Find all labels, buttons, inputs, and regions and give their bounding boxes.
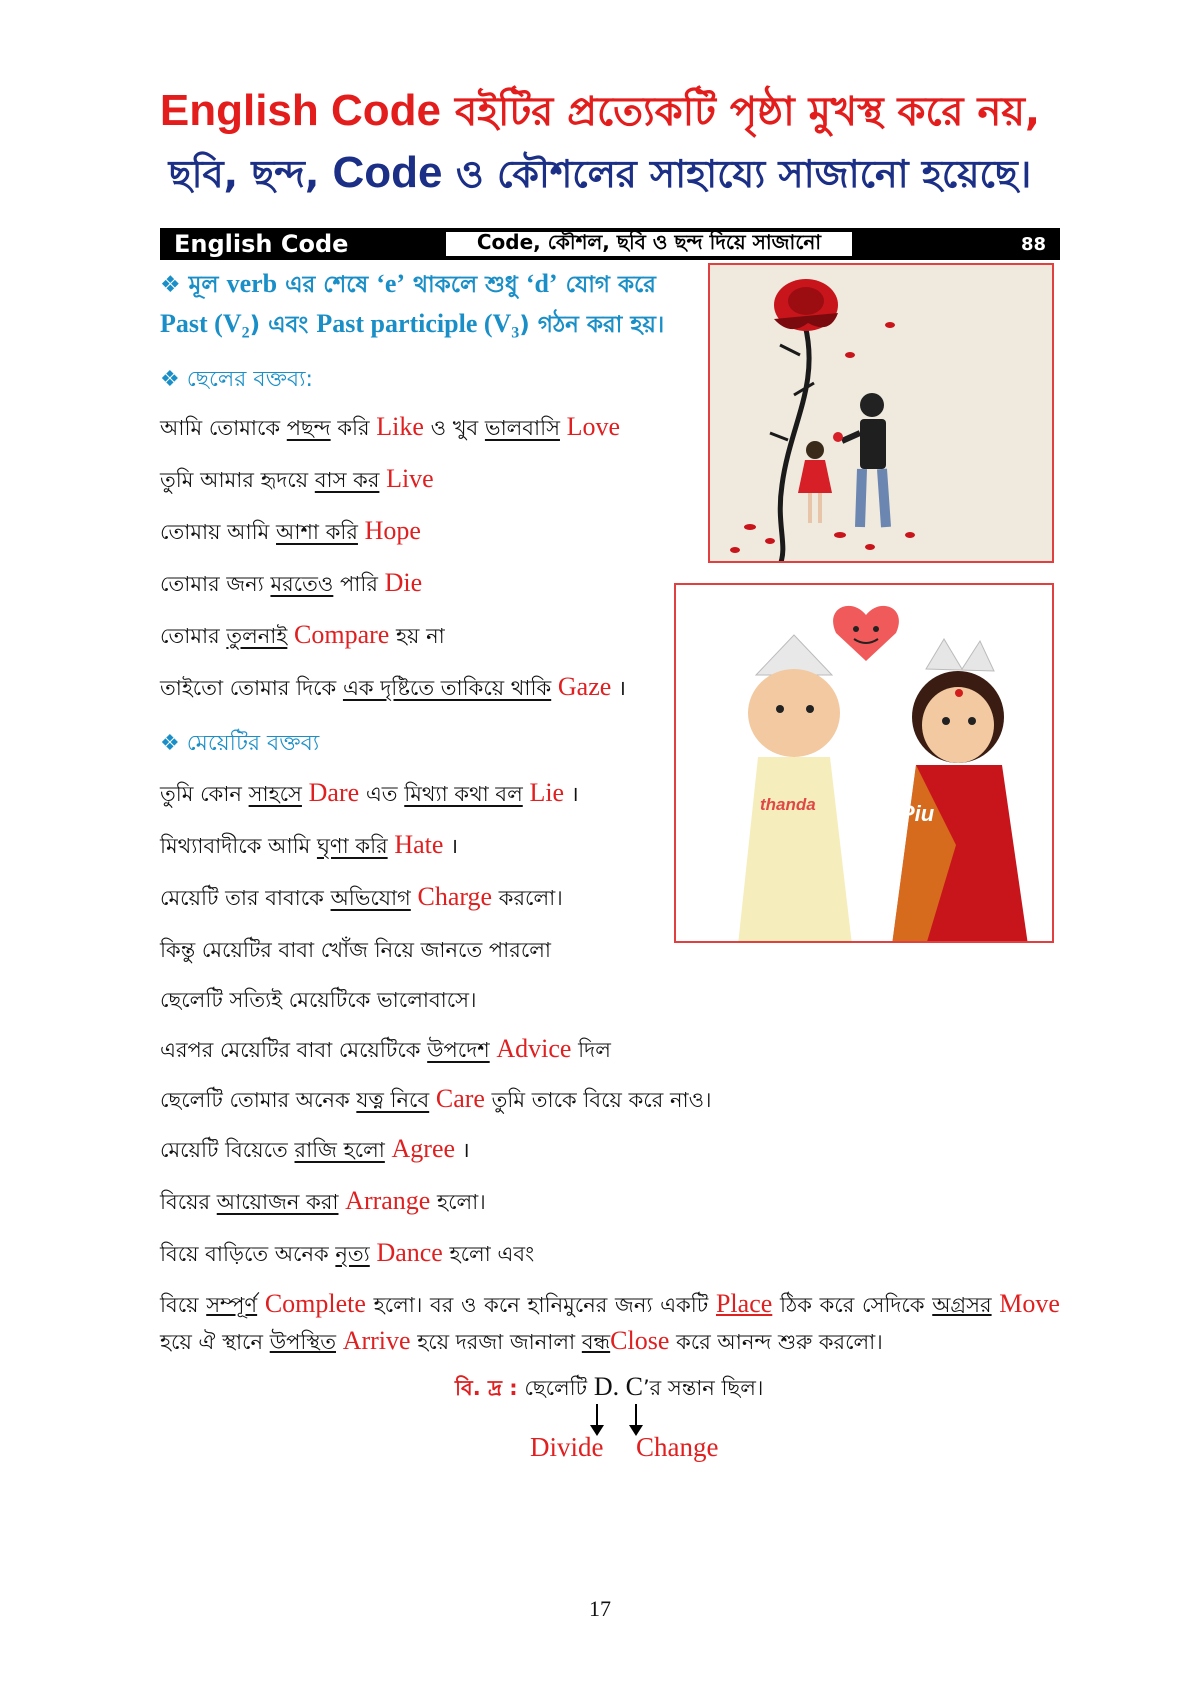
boy-lines-2-kw: Hope bbox=[364, 516, 421, 545]
girl-lines-9-u: নৃত্য bbox=[335, 1242, 370, 1266]
girl-lines-9-b: হলো এবং bbox=[449, 1242, 535, 1266]
girl-section-heading bbox=[160, 726, 319, 763]
header-number: 88 bbox=[1020, 233, 1046, 255]
final-a: বিয়ে bbox=[160, 1293, 199, 1317]
groom-label: thanda bbox=[760, 795, 816, 814]
final-d: হয়ে ঐ স্থানে bbox=[160, 1330, 264, 1354]
rule-text: যোগ করে bbox=[565, 272, 656, 298]
final-f: করে আনন্দ শুরু করলো। bbox=[676, 1330, 883, 1354]
girl-lines-1-a: মিথ্যাবাদীকে আমি bbox=[160, 834, 311, 858]
final-kw5: Close bbox=[610, 1326, 670, 1355]
boy-lines-0-u2: ভালবাসি bbox=[484, 416, 560, 440]
girl-line-6 bbox=[160, 1034, 611, 1069]
final-u3: অগ্রসর bbox=[932, 1293, 992, 1317]
heading-code: Code bbox=[332, 148, 443, 197]
boy-lines-5-b: । bbox=[617, 676, 626, 700]
note-dc: D. C bbox=[593, 1372, 643, 1401]
boy-lines-2-u: আশা করি bbox=[276, 520, 358, 544]
expand-change: Change bbox=[636, 1432, 719, 1462]
boy-lines-1-u: বাস কর bbox=[314, 468, 380, 492]
final-kw2: Place bbox=[715, 1289, 773, 1318]
girl-lines-4-a: ছেলেটি সত্যিই মেয়েটিকে ভালোবাসে। bbox=[160, 988, 477, 1012]
boy-lines-2-a: তোমায় আমি bbox=[160, 520, 270, 544]
page-number: 17 bbox=[589, 1596, 611, 1621]
diamond-bullet-icon: ❖ bbox=[160, 367, 180, 392]
section-header-bar bbox=[160, 228, 1060, 260]
rose-couple-illustration bbox=[708, 263, 1054, 563]
note-text: ছেলেটি bbox=[524, 1376, 588, 1400]
girl-lines-9-a: বিয়ে বাড়িতে অনেক bbox=[160, 1242, 329, 1266]
boy-lines-5-kw: Gaze bbox=[557, 672, 612, 701]
boy-lines-0-b: করি bbox=[337, 416, 370, 440]
final-u5: বন্ধ bbox=[581, 1330, 611, 1354]
girl-lines-0-u: সাহসে bbox=[248, 782, 302, 806]
girl-lines-7-b: । bbox=[461, 1138, 470, 1162]
girl-lines-0-u2: মিথ্যা কথা বল bbox=[404, 782, 523, 806]
girl-lines-8-a: বিয়ের bbox=[160, 1190, 211, 1214]
boy-lines-3-a: তোমার জন্য bbox=[160, 572, 264, 596]
bride-label: Piu bbox=[900, 801, 935, 826]
girl-lines-2-a: মেয়েটি তার বাবাকে bbox=[160, 886, 324, 910]
girl-lines-8-u: আয়োজন করা bbox=[216, 1190, 339, 1214]
boy-line-6 bbox=[160, 672, 626, 707]
boy-lines-5-a: তাইতো তোমার দিকে bbox=[160, 676, 337, 700]
boy-line-5 bbox=[160, 620, 445, 655]
girl-lines-8-b: হলো। bbox=[437, 1190, 486, 1214]
boy-lines-0-kw2: Love bbox=[566, 412, 621, 441]
girl-line-2 bbox=[160, 830, 458, 865]
boy-line-4 bbox=[160, 568, 422, 603]
heading-bengali-1: বইটির প্রত্যেকটি পৃষ্ঠা মুখস্থ করে নয়, bbox=[454, 89, 1041, 135]
final-kw1: Complete bbox=[264, 1289, 366, 1318]
boy-lines-1-kw: Live bbox=[386, 464, 434, 493]
girl-line-3 bbox=[160, 882, 563, 917]
girl-lines-7-u: রাজি হলো bbox=[294, 1138, 385, 1162]
girl-lines-5-u: উপদেশ bbox=[427, 1038, 490, 1062]
girl-lines-2-u: অভিযোগ bbox=[330, 886, 411, 910]
girl-lines-0-kw2: Lie bbox=[529, 778, 565, 807]
heading-bengali-2b: ও কৌশলের সাহায্যে সাজানো হয়েছে। bbox=[455, 152, 1032, 196]
girl-lines-7-a: মেয়েটি বিয়েতে bbox=[160, 1138, 288, 1162]
boy-line-1 bbox=[160, 412, 620, 447]
header-subtitle: Code, কৌশল, ছবি ও ছন্দ দিয়ে সাজানো bbox=[444, 230, 854, 258]
heading-bengali-2a: ছবি, ছন্দ, bbox=[168, 152, 320, 196]
rule-text: ) এবং bbox=[249, 312, 309, 338]
boy-lines-0-u1: পছন্দ bbox=[286, 416, 331, 440]
boy-lines-1-a: তুমি আমার হৃদয়ে bbox=[160, 468, 309, 492]
girl-line-10 bbox=[160, 1238, 534, 1273]
girl-line-7 bbox=[160, 1084, 712, 1119]
diamond-bullet-icon: ❖ bbox=[160, 731, 180, 756]
boy-lines-4-u: তুলনাই bbox=[226, 624, 288, 648]
girl-line-5 bbox=[160, 984, 477, 1019]
final-c: ঠিক করে সেদিকে bbox=[779, 1293, 925, 1317]
note-label: বি. দ্র : bbox=[455, 1376, 518, 1400]
girl-line-9 bbox=[160, 1186, 486, 1221]
boy-line-2 bbox=[160, 464, 434, 499]
boy-lines-3-kw: Die bbox=[384, 568, 423, 597]
boy-lines-0-a: আমি তোমাকে bbox=[160, 416, 281, 440]
boy-section-heading bbox=[160, 362, 313, 399]
girl-line-1 bbox=[160, 778, 579, 813]
heading-english-code: English Code bbox=[159, 86, 441, 135]
rule-letter-e: ‘e’ bbox=[376, 269, 406, 298]
page-heading-line2 bbox=[0, 145, 1200, 209]
girl-lines-1-b: । bbox=[450, 834, 459, 858]
expand-divide: Divide bbox=[530, 1432, 604, 1462]
girl-lines-0-c: । bbox=[570, 782, 579, 806]
girl-line-4 bbox=[160, 934, 551, 969]
note-text-end: ’র সন্তান ছিল। bbox=[642, 1376, 764, 1400]
rule-text: ) গঠন করা হয়। bbox=[519, 312, 665, 338]
header-brand: English Code bbox=[174, 230, 349, 258]
girl-lines-9-kw: Dance bbox=[376, 1238, 443, 1267]
final-kw4: Arrive bbox=[342, 1326, 411, 1355]
page-heading-line1 bbox=[0, 80, 1200, 147]
rule-past-participle: Past participle (V bbox=[316, 309, 512, 338]
girl-lines-8-kw: Arrange bbox=[345, 1186, 431, 1215]
final-e: হয়ে দরজা জানালা bbox=[417, 1330, 576, 1354]
girl-lines-6-u: যত্ন নিবে bbox=[356, 1088, 430, 1112]
girl-lines-2-b: করলো। bbox=[498, 886, 563, 910]
girl-lines-6-kw: Care bbox=[435, 1084, 485, 1113]
final-u1: সম্পূর্ণ bbox=[206, 1293, 258, 1317]
boy-lines-3-b: পারি bbox=[340, 572, 378, 596]
boy-lines-3-u: মরতেও bbox=[270, 572, 334, 596]
girl-lines-5-kw: Advice bbox=[496, 1034, 572, 1063]
girl-lines-6-a: ছেলেটি তোমার অনেক bbox=[160, 1088, 350, 1112]
girl-heading-text: মেয়েটির বক্তব্য bbox=[186, 731, 320, 756]
boy-lines-0-kw1: Like bbox=[376, 412, 424, 441]
final-b: হলো। বর ও কনে হানিমুনের জন্য একটি bbox=[373, 1293, 709, 1317]
rule-past: Past (V bbox=[160, 309, 242, 338]
footnote bbox=[455, 1372, 763, 1407]
girl-lines-7-kw: Agree bbox=[391, 1134, 456, 1163]
final-paragraph bbox=[160, 1286, 1060, 1360]
rule-verb: verb bbox=[226, 269, 278, 298]
girl-lines-3-a: কিন্তু মেয়েটির বাবা খোঁজ নিয়ে জানতে পারলো bbox=[160, 938, 551, 962]
final-u4: উপস্থিত bbox=[269, 1330, 336, 1354]
wedding-couple-illustration bbox=[674, 583, 1054, 943]
girl-lines-0-kw: Dare bbox=[308, 778, 360, 807]
girl-lines-0-b: এত bbox=[365, 782, 398, 806]
rule-text: মূল bbox=[188, 272, 219, 298]
boy-lines-4-kw: Compare bbox=[294, 620, 390, 649]
diamond-bullet-icon: ❖ bbox=[160, 272, 181, 298]
final-kw3: Move bbox=[999, 1289, 1060, 1318]
boy-line-3 bbox=[160, 516, 421, 551]
girl-lines-0-a: তুমি কোন bbox=[160, 782, 242, 806]
girl-lines-6-b: তুমি তাকে বিয়ে করে নাও। bbox=[491, 1088, 712, 1112]
boy-lines-5-u: এক দৃষ্টিতে তাকিয়ে থাকি bbox=[342, 676, 552, 700]
arrow-down-icon bbox=[596, 1404, 598, 1434]
rule-text: এর শেষে bbox=[285, 272, 369, 298]
boy-heading-text: ছেলের বক্তব্য: bbox=[186, 367, 313, 392]
rule-line-1 bbox=[160, 266, 700, 305]
girl-lines-5-a: এরপর মেয়েটির বাবা মেয়েটিকে bbox=[160, 1038, 421, 1062]
rule-sub-3: 3 bbox=[511, 324, 520, 342]
girl-lines-5-b: দিল bbox=[578, 1038, 611, 1062]
boy-lines-4-b: হয় না bbox=[396, 624, 445, 648]
boy-lines-0-c: ও খুব bbox=[430, 416, 479, 440]
rule-letter-d: ‘d’ bbox=[525, 269, 558, 298]
girl-lines-1-u: ঘৃণা করি bbox=[316, 834, 388, 858]
girl-lines-2-kw: Charge bbox=[417, 882, 493, 911]
arrow-down-icon bbox=[635, 1404, 637, 1434]
girl-line-8 bbox=[160, 1134, 470, 1169]
girl-lines-1-kw: Hate bbox=[394, 830, 444, 859]
rule-text: থাকলে শুধু bbox=[413, 272, 518, 298]
rule-sub-2: 2 bbox=[241, 324, 250, 342]
boy-lines-4-a: তোমার bbox=[160, 624, 220, 648]
rule-line-2 bbox=[160, 306, 720, 345]
